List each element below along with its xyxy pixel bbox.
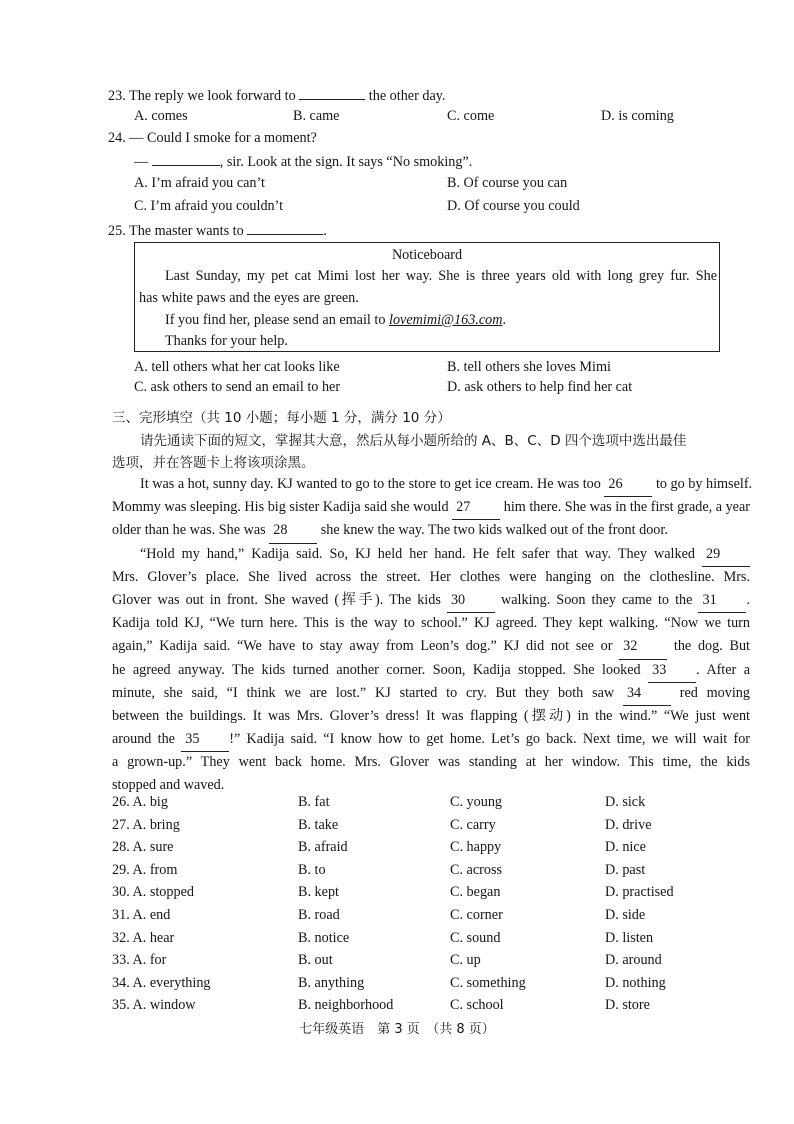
noticeboard-box bbox=[134, 242, 720, 352]
q24-option-d: D. Of course you could bbox=[447, 198, 580, 214]
cloze-option: 26. A. big bbox=[112, 794, 168, 810]
cloze-option: B. afraid bbox=[298, 839, 348, 856]
cloze-option: D. drive bbox=[605, 816, 652, 833]
cloze-option: D. nice bbox=[605, 839, 646, 856]
passage-line: It was a hot, sunny day. KJ wanted to go to the store to get ice cream. He was too 26 to go by himself. bbox=[112, 473, 750, 496]
q24-option-a: A. I’m afraid you can’t bbox=[134, 175, 265, 191]
passage-line: Mrs. Glover’s place. She lived across the street. Her clothes were hanging on the clothesline. Mrs. bbox=[112, 568, 750, 585]
q25-option-b: B. tell others she loves Mimi bbox=[447, 359, 611, 375]
cloze-option: D. past bbox=[605, 861, 646, 878]
cloze-blank-33: 33 bbox=[648, 659, 696, 683]
passage-line: he agreed anyway. The kids turned another corner. Soon, Kadija stopped. She looked 33 . After a bbox=[112, 659, 750, 682]
cloze-option: D. around bbox=[605, 952, 662, 969]
answer-blank bbox=[247, 219, 323, 235]
cloze-option: C. began bbox=[450, 884, 501, 901]
cloze-option: 31. A. end bbox=[112, 907, 171, 923]
page-footer: 七年级英语 第 3 页 （共 8 页） bbox=[299, 1022, 495, 1037]
q23-option-c: C. come bbox=[447, 108, 495, 124]
cloze-blank-35: 35 bbox=[181, 728, 229, 752]
cloze-option: B. anything bbox=[298, 974, 365, 991]
question-24-reply: — , sir. Look at the sign. It says “No smoking”. bbox=[134, 150, 472, 172]
cloze-option: B. road bbox=[298, 907, 340, 923]
cloze-option: B. fat bbox=[298, 794, 330, 810]
passage-line: older than he was. She was 28 she knew the way. The two kids walked out of the front door. bbox=[112, 519, 750, 542]
cloze-option: C. happy bbox=[450, 839, 502, 856]
cloze-option: B. out bbox=[298, 952, 333, 969]
cloze-option: B. to bbox=[298, 861, 326, 878]
cloze-blank-29: 29 bbox=[702, 543, 750, 567]
question-23-stem: 23. The reply we look forward to the other day. bbox=[108, 84, 445, 106]
passage-line: around the 35 !” Kadija said. “I know how to get home. Let’s go back. Next time, we will wait for bbox=[112, 728, 750, 751]
cloze-option: D. sick bbox=[605, 794, 646, 810]
cloze-option: 35. A. window bbox=[112, 997, 196, 1014]
cloze-option: B. neighborhood bbox=[298, 997, 394, 1014]
cloze-option: C. across bbox=[450, 861, 503, 878]
notice-email: lovemimi@163.com bbox=[389, 312, 503, 328]
q23-option-a: A. comes bbox=[134, 108, 188, 124]
cloze-blank-26: 26 bbox=[604, 473, 652, 497]
q23-option-b: B. came bbox=[293, 108, 340, 124]
section-3-instruction-1: 请先通读下面的短文，掌握其大意，然后从每小题所给的 A、B、C、D 四个选项中选出最佳 bbox=[140, 433, 687, 449]
cloze-option: D. nothing bbox=[605, 974, 666, 991]
passage-line: a grown-up.” They went back home. Mrs. Glover was standing at her window. This time, the kids bbox=[112, 754, 750, 771]
cloze-option: C. school bbox=[450, 997, 504, 1014]
cloze-option: 30. A. stopped bbox=[112, 884, 194, 901]
cloze-option: B. take bbox=[298, 816, 339, 833]
passage-line: stopped and waved. bbox=[112, 777, 225, 794]
q23-option-d: D. is coming bbox=[601, 108, 674, 124]
q24-option-c: C. I’m afraid you couldn’t bbox=[134, 198, 284, 214]
cloze-option: D. practised bbox=[605, 884, 674, 901]
cloze-option: 33. A. for bbox=[112, 952, 167, 969]
notice-line-2: has white paws and the eyes are green. bbox=[139, 290, 359, 306]
cloze-option: 27. A. bring bbox=[112, 816, 180, 833]
passage-line: minute, she said, “I think we are lost.” KJ started to cry. But they both saw 34 red moving bbox=[112, 682, 750, 705]
cloze-option: D. listen bbox=[605, 929, 654, 946]
notice-line-3: If you find her, please send an email to lovemimi@163.com. bbox=[165, 312, 507, 328]
section-3-instruction-2: 选项，并在答题卡上将该项涂黑。 bbox=[112, 455, 315, 471]
q25-option-d: D. ask others to help find her cat bbox=[447, 379, 633, 395]
passage-line: Glover was out in front. She waved (挥手). The kids 30 walking. Soon they came to the 31 . bbox=[112, 589, 750, 612]
cloze-option: D. side bbox=[605, 907, 646, 923]
cloze-option: 34. A. everything bbox=[112, 974, 211, 991]
cloze-option: C. up bbox=[450, 952, 481, 969]
answer-blank bbox=[152, 150, 220, 166]
cloze-option: 32. A. hear bbox=[112, 929, 175, 946]
cloze-blank-32: 32 bbox=[619, 635, 667, 659]
section-3-heading: 三、完形填空（共 10 小题；每小题 1 分，满分 10 分） bbox=[112, 410, 451, 426]
passage-line: between the buildings. It was Mrs. Glover’s dress! It was flapping (摆动) in the wind.” “We just went bbox=[112, 707, 750, 724]
cloze-option: C. something bbox=[450, 974, 526, 991]
cloze-blank-30: 30 bbox=[447, 589, 495, 613]
cloze-option: C. carry bbox=[450, 816, 496, 833]
question-25-stem: 25. The master wants to . bbox=[108, 219, 327, 241]
cloze-blank-27: 27 bbox=[452, 496, 500, 520]
cloze-option: C. sound bbox=[450, 929, 501, 946]
cloze-blank-34: 34 bbox=[623, 682, 671, 706]
cloze-option: C. corner bbox=[450, 907, 503, 923]
notice-line-4: Thanks for your help. bbox=[165, 333, 288, 349]
noticeboard-title: Noticeboard bbox=[391, 247, 463, 263]
cloze-option: 29. A. from bbox=[112, 861, 178, 878]
q24-option-b: B. Of course you can bbox=[447, 175, 568, 191]
q25-option-a: A. tell others what her cat looks like bbox=[134, 359, 340, 375]
cloze-passage bbox=[112, 473, 753, 798]
question-24-stem: 24. — Could I smoke for a moment? bbox=[108, 130, 317, 146]
passage-line: Kadija told KJ, “We turn here. This is the way to school.” KJ agreed. They kept walking. “Now we turn bbox=[112, 615, 750, 632]
notice-line-1: Last Sunday, my pet cat Mimi lost her way. She is three years old with long grey fur. She bbox=[165, 268, 717, 284]
cloze-option: C. young bbox=[450, 794, 503, 810]
cloze-option: 28. A. sure bbox=[112, 839, 174, 856]
passage-line: Mommy was sleeping. His big sister Kadija said she would 27 him there. She was in the first grade, a year bbox=[112, 496, 750, 519]
cloze-option: D. store bbox=[605, 997, 650, 1014]
cloze-option: B. notice bbox=[298, 929, 350, 946]
cloze-blank-28: 28 bbox=[269, 519, 317, 543]
q25-option-c: C. ask others to send an email to her bbox=[134, 379, 341, 395]
passage-line: again,” Kadija said. “We have to stay away from Leon’s dog.” KJ did not see or 32 the dog. But bbox=[112, 635, 750, 658]
answer-blank bbox=[299, 84, 365, 100]
passage-line: “Hold my hand,” Kadija said. So, KJ held her hand. He felt safer that way. They walked 29 bbox=[112, 543, 750, 566]
cloze-option: B. kept bbox=[298, 884, 339, 901]
cloze-blank-31: 31 bbox=[698, 589, 746, 613]
